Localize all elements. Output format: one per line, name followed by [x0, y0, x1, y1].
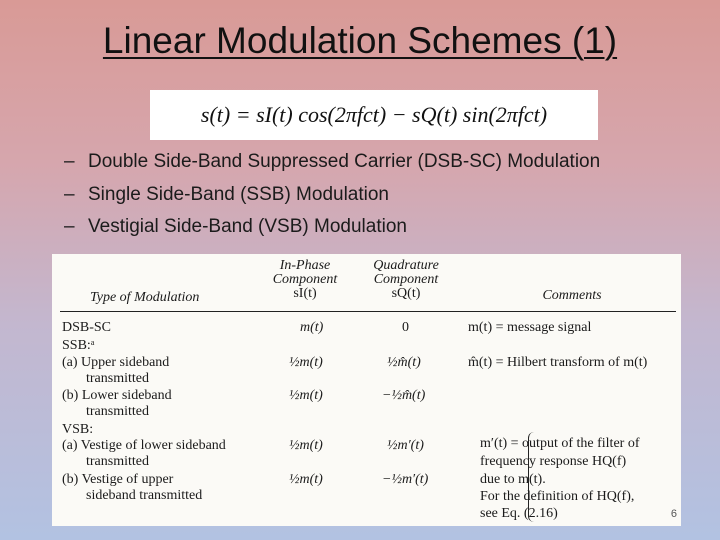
- row-label: (a) Upper sideband: [62, 355, 170, 370]
- page-number: 6: [670, 508, 677, 520]
- modulation-formula: s(t) = sI(t) cos(2πfct) − sQ(t) sin(2πfct): [150, 90, 598, 140]
- in-phase-cell: ½m(t): [289, 438, 323, 453]
- quadrature-cell: ½m′(t): [387, 438, 424, 453]
- header-in-phase: [260, 259, 350, 301]
- comment-cell: m(t) = message signal: [468, 320, 592, 335]
- in-phase-cell: m(t): [300, 320, 324, 335]
- in-phase-cell: ½m(t): [289, 388, 323, 403]
- quadrature-cell: −½m̂(t): [382, 388, 426, 403]
- row-label: (b) Lower sideband: [62, 388, 172, 403]
- row-label: transmitted: [86, 454, 149, 469]
- bullet-item: [64, 183, 600, 216]
- bullet-text: Double Side-Band Suppressed Carrier (DSB-SC) Modulation: [88, 151, 601, 172]
- bullet-list: [64, 150, 600, 248]
- bullet-item: [64, 215, 600, 248]
- comment-cell: see Eq. (2.16): [480, 506, 558, 521]
- bullet-text: Vestigial Side-Band (VSB) Modulation: [88, 216, 407, 237]
- header-quadrature-line2: Component: [373, 272, 439, 287]
- bullet-item: [64, 150, 600, 183]
- bullet-text: Single Side-Band (SSB) Modulation: [88, 183, 390, 205]
- comment-cell: due to m(t).: [480, 472, 546, 487]
- header-quadrature-line3: sQ(t): [391, 286, 421, 301]
- in-phase-cell: ½m(t): [289, 472, 323, 487]
- row-label: SSB:ᵃ: [62, 338, 95, 353]
- dash-icon: –: [64, 183, 75, 205]
- in-phase-cell: ½m(t): [289, 355, 323, 370]
- dash-icon: –: [64, 151, 75, 172]
- comment-cell: For the definition of HQ(f),: [480, 489, 635, 504]
- dash-icon: –: [64, 216, 75, 237]
- header-type: Type of Modulation: [90, 290, 200, 305]
- header-quadrature: [360, 259, 452, 301]
- quadrature-cell: −½m′(t): [382, 472, 429, 487]
- quadrature-cell: 0: [402, 320, 409, 335]
- header-in-phase-line2: Component: [272, 272, 338, 287]
- quadrature-cell: ½m̂(t): [387, 355, 421, 370]
- row-label: sideband transmitted: [86, 488, 203, 503]
- row-label: VSB:: [62, 422, 94, 437]
- header-in-phase-line3: sI(t): [293, 286, 317, 301]
- modulation-table: [52, 254, 681, 526]
- row-label: transmitted: [86, 371, 149, 386]
- row-label: DSB-SC: [62, 320, 112, 335]
- row-label: (a) Vestige of lower sideband: [62, 438, 226, 453]
- comment-cell: m̂(t) = Hilbert transform of m(t): [468, 355, 648, 370]
- row-label: transmitted: [86, 404, 149, 419]
- header-rule: [60, 311, 676, 312]
- header-quadrature-line1: Quadrature: [373, 258, 439, 273]
- row-label: (b) Vestige of upper: [62, 472, 174, 487]
- comment-cell: frequency response HQ(f): [480, 454, 627, 469]
- header-in-phase-line1: In-Phase: [279, 258, 331, 273]
- header-comments: Comments: [542, 288, 602, 303]
- comment-cell: m′(t) = output of the filter of: [480, 436, 640, 451]
- slide-title: Linear Modulation Schemes (1): [102, 20, 618, 61]
